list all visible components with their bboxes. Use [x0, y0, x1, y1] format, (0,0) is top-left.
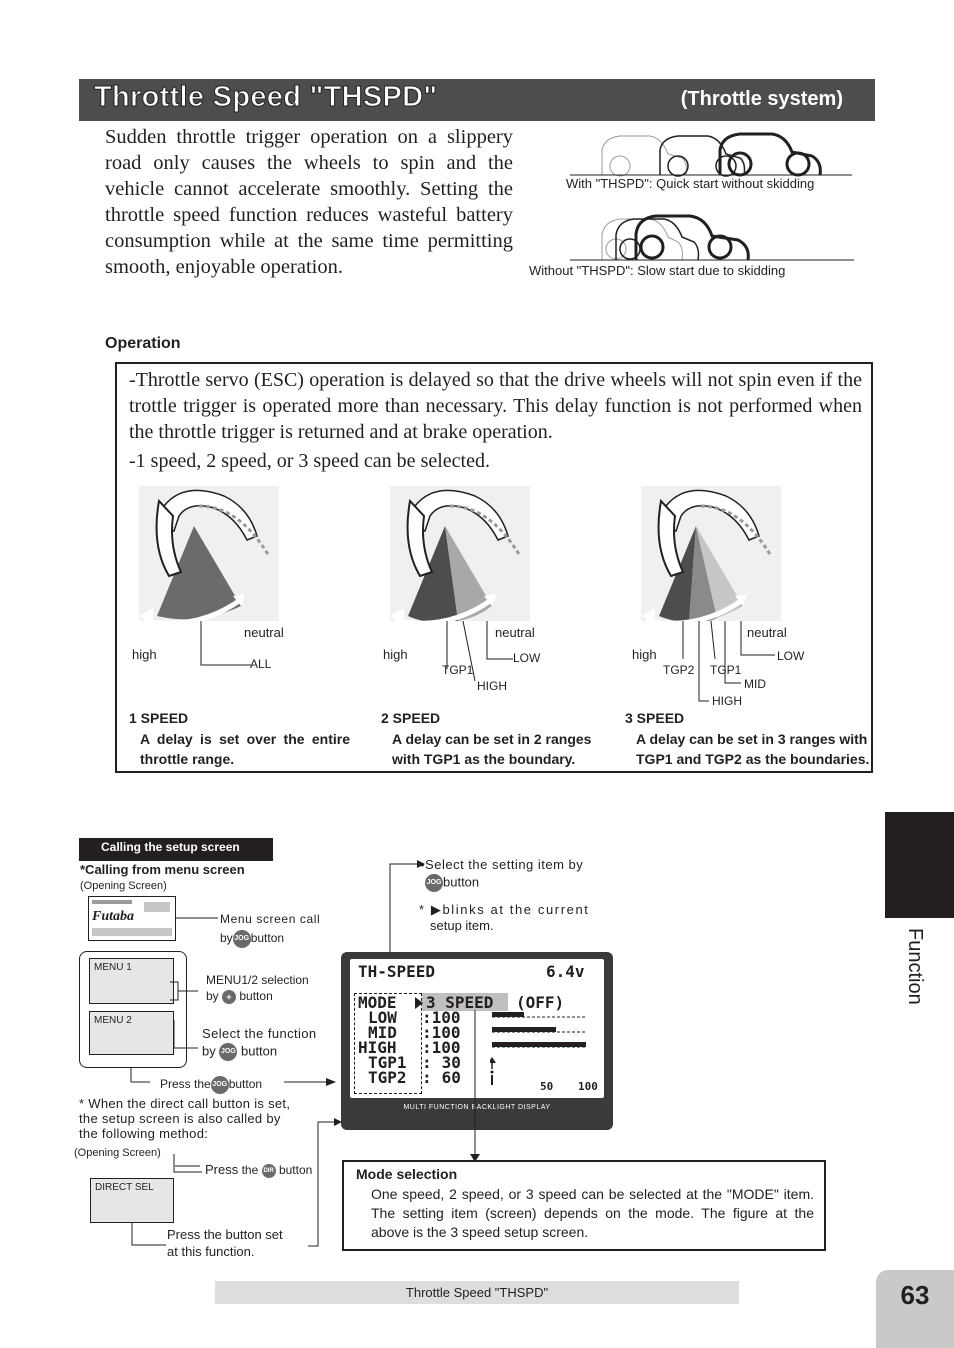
opening-screen-label: (Opening Screen) — [80, 880, 167, 892]
trigger-diagram-1-speed — [139, 486, 279, 621]
jog-button-icon: JOG — [211, 1076, 229, 1094]
operation-text-delay: -Throttle servo (ESC) operation is delayed so that the drive wheels will not spin even if the trottle trigger is operated more than necessary. This delay function is not performed when the throttle trigger is returned and at brake operation. — [129, 369, 862, 443]
car-skid-illustration — [560, 128, 860, 278]
lcd-row-mid-name: MID — [368, 1023, 397, 1042]
press-button-set-2: at this function. — [167, 1244, 255, 1259]
lcd-voltage: 6.4v — [546, 962, 585, 981]
lcd-row-tgp2-value: : 60 — [422, 1068, 461, 1087]
opening-screen-label-2: (Opening Screen) — [74, 1147, 161, 1159]
menu-screen-call-by — [220, 930, 284, 948]
page-subtitle: (Throttle system) — [680, 88, 843, 110]
lcd-row-mid-value: :100 — [422, 1023, 461, 1042]
operation-text-speeds: -1 speed, 2 speed, or 3 speed can be selected. — [129, 450, 490, 472]
lcd-row-mode-value[interactable]: 3 SPEED — [426, 993, 494, 1012]
lcd-scale-100: 100 — [578, 1080, 598, 1093]
mode-arrow — [465, 1010, 485, 1170]
select-item-by — [425, 874, 479, 892]
press-button-set-1: Press the button set — [167, 1227, 283, 1242]
label-mid-3: MID — [744, 677, 766, 691]
label-neutral-2: neutral — [495, 625, 535, 640]
button-text: button — [240, 1043, 278, 1059]
label-tgp1-3: TGP1 — [710, 663, 742, 677]
speed-3-title: 3 SPEED — [625, 710, 685, 726]
menu-2-label: MENU 2 — [94, 1015, 132, 1026]
menu-screen-call-text: Menu screen call — [220, 912, 321, 926]
plus-button-icon: + — [222, 990, 236, 1004]
by-text: by — [206, 989, 219, 1003]
operation-heading: Operation — [105, 335, 181, 352]
lcd-row-tgp1-name: TGP1 — [368, 1053, 407, 1072]
direct-sel-label: DIRECT SEL — [95, 1182, 154, 1193]
futaba-logo: Futaba — [92, 909, 135, 924]
lcd-row-mid-number: 100 — [431, 1023, 461, 1042]
speed-2-desc: A delay can be set in 2 ranges with TGP1 as the boundary. — [392, 731, 592, 767]
lcd-row-high-name: HIGH — [358, 1038, 397, 1057]
page-footer: Throttle Speed "THSPD" — [215, 1281, 739, 1304]
lcd-row-low-value: :100 — [422, 1008, 461, 1027]
blinks-text-2: setup item. — [430, 918, 494, 933]
lcd-footer-text: MULTI FUNCTION BACKLIGHT DISPLAY — [403, 1104, 551, 1111]
chapter-tab-label: Function — [904, 928, 926, 1005]
lcd-row-tgp2-name: TGP2 — [368, 1068, 407, 1087]
button-text: button — [228, 1077, 263, 1092]
menu12-selection-by — [206, 989, 273, 1004]
lcd-title: TH-SPEED — [358, 962, 436, 981]
label-high-3: high — [632, 647, 657, 662]
label-neutral: neutral — [244, 625, 284, 640]
blinks-text-1: * ▶blinks at the current — [419, 902, 590, 917]
button-text: button — [278, 1163, 313, 1177]
mode-selection-box — [342, 1160, 826, 1251]
select-function-by — [202, 1043, 277, 1061]
label-high-caps-3: HIGH — [712, 694, 742, 708]
section-header — [79, 79, 875, 121]
intro-paragraph: Sudden throttle trigger operation on a slippery road only causes the wheels to spin and the vehicle cannot accelerate smoothly. Setting the throttle speed function reduces wasteful battery consumption while at the same time permitting smooth, enjoyable operation. — [105, 126, 513, 278]
speed-1-desc: A delay is set over the entire throttle range. — [140, 731, 350, 767]
speed-2-title: 2 SPEED — [381, 710, 441, 726]
jog-button-icon: JOG — [233, 930, 251, 948]
button-text: button — [443, 874, 480, 890]
calling-setup-banner: Calling the setup screen — [79, 838, 273, 861]
label-tgp1-2: TGP1 — [442, 663, 474, 677]
mode-selection-title: Mode selection — [356, 1166, 458, 1182]
by-text: by — [220, 931, 233, 946]
speed-3-desc: A delay can be set in 3 ranges with TGP1 and TGP2 as the boundaries. — [636, 731, 870, 767]
button-text: button — [239, 989, 273, 1003]
mode-selection-text: One speed, 2 speed, or 3 speed can be selected at the "MODE" item. The setting item (screen) depends on the mode. The figure at the above is the 3 speed setup screen. — [371, 1186, 814, 1240]
press-dir-text — [205, 1162, 312, 1178]
label-all: ALL — [250, 657, 272, 671]
direct-sel-box[interactable] — [90, 1178, 174, 1223]
without-thspd-caption: Without "THSPD": Slow start due to skidding — [529, 263, 786, 278]
page-number: 63 — [900, 1280, 930, 1310]
label-low-2: LOW — [513, 651, 541, 665]
by-text: by — [202, 1043, 216, 1059]
menu-1-label: MENU 1 — [94, 962, 132, 973]
the-text: the — [241, 1163, 259, 1177]
label-tgp2-3: TGP2 — [663, 663, 695, 677]
label-high: high — [132, 647, 157, 662]
lcd-row-high-number: 100 — [431, 1038, 461, 1057]
label-high-caps-2: HIGH — [477, 679, 507, 693]
lcd-row-tgp1-number: 30 — [441, 1053, 461, 1072]
press-jog-text — [160, 1076, 262, 1094]
speed-1-title: 1 SPEED — [129, 710, 189, 726]
lcd-row-tgp2-number: 60 — [441, 1068, 461, 1087]
lcd-row-mode-extra: (OFF) — [516, 993, 565, 1012]
lcd-scale-50: 50 — [540, 1080, 554, 1093]
jog-button-icon: JOG — [219, 1043, 237, 1061]
lcd-row-low-number: 100 — [431, 1008, 461, 1027]
page-number-tab — [876, 1270, 954, 1348]
chapter-tab — [885, 812, 954, 918]
jog-button-icon: JOG — [425, 874, 443, 892]
select-function-text: Select the function — [202, 1026, 317, 1041]
operation-box — [115, 362, 873, 773]
label-neutral-3: neutral — [747, 625, 787, 640]
label-low-3: LOW — [777, 649, 805, 663]
page-title: Throttle Speed "THSPD" — [94, 81, 438, 113]
trigger-diagram-2-speed — [390, 486, 530, 621]
label-high-2: high — [383, 647, 408, 662]
lcd-row-low-name: LOW — [368, 1008, 397, 1027]
with-thspd-caption: With "THSPD": Quick start without skidding — [566, 176, 815, 191]
dir-button-icon: DIR — [262, 1164, 276, 1178]
select-item-text: •Select the setting item by — [420, 857, 584, 872]
lcd-row-tgp1-value: : 30 — [422, 1053, 461, 1072]
direct-call-note: * When the direct call button is set, the setup screen is also called by the following method: — [79, 1096, 291, 1141]
trigger-diagram-3-speed — [641, 486, 781, 621]
press-the-text: Press the — [160, 1077, 211, 1092]
lcd-row-high-value: :100 — [422, 1038, 461, 1057]
menu12-selection-text: MENU1/2 selection — [206, 973, 309, 987]
button-text: button — [250, 931, 285, 946]
press-text: Press — [205, 1162, 239, 1177]
calling-from-menu-heading: *Calling from menu screen — [80, 862, 245, 877]
lcd-row-mode-name: MODE — [358, 993, 397, 1012]
